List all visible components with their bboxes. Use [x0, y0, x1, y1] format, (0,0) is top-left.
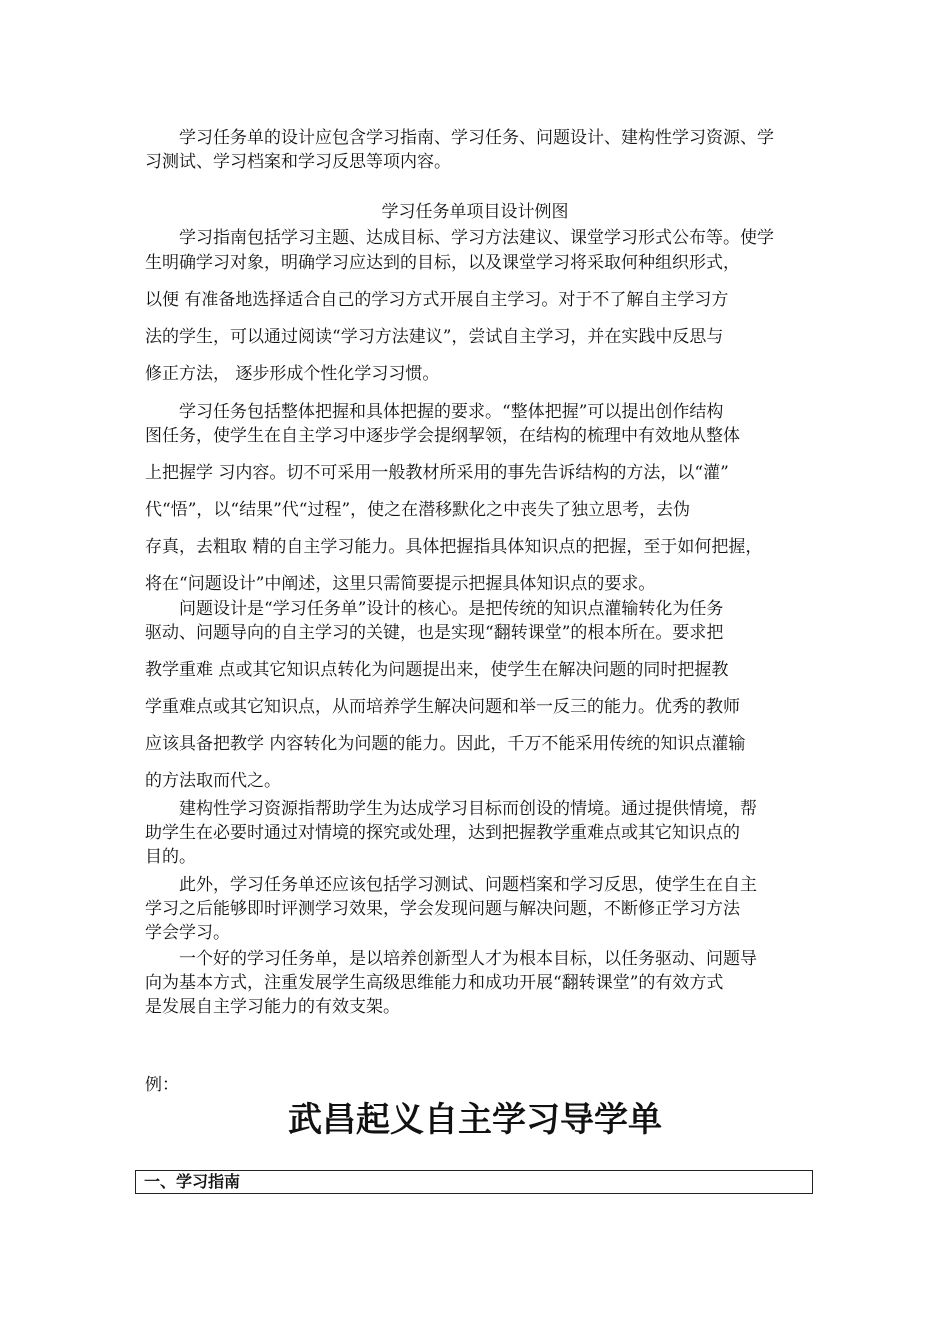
resource-paragraph-line: 目的。 [145, 847, 196, 867]
figure-caption: 学习任务单项目设计例图 [381, 202, 569, 222]
guide-paragraph-line: 修正方法， 逐步形成个性化学习习惯。 [145, 364, 440, 384]
additional-paragraph-line: 学习之后能够即时评测学习效果，学会发现问题与解决问题，不断修正学习方法 [145, 899, 740, 919]
problem-paragraph-line: 学重难点或其它知识点，从而培养学生解决问题和举一反三的能力。优秀的教师 [145, 697, 740, 717]
conclusion-paragraph-line: 向为基本方式，注重发展学生高级思维能力和成功开展“翻转课堂”的有效方式 [145, 973, 724, 993]
problem-paragraph-line: 的方法取而代之。 [145, 771, 281, 791]
guide-paragraph-line: 法的学生，可以通过阅读“学习方法建议”，尝试自主学习，并在实践中反思与 [145, 327, 724, 347]
task-paragraph-line: 学习任务包括整体把握和具体把握的要求。“整体把握”可以提出创作结构 [145, 402, 724, 422]
resource-paragraph-line: 建构性学习资源指帮助学生为达成学习目标而创设的情境。通过提供情境，帮 [145, 799, 757, 819]
task-paragraph-line: 将在“问题设计”中阐述，这里只需简要提示把握具体知识点的要求。 [145, 574, 656, 594]
guide-paragraph-line: 以便 有准备地选择适合自己的学习方式开展自主学习。对于不了解自主学习方 [145, 290, 729, 310]
conclusion-paragraph-line: 是发展自主学习能力的有效支架。 [145, 997, 400, 1017]
problem-paragraph-line: 应该具备把教学 内容转化为问题的能力。因此，千万不能采用传统的知识点灌输 [145, 734, 746, 754]
task-paragraph-line: 代“悟”，以“结果”代“过程”，使之在潜移默化之中丧失了独立思考，去伪 [145, 500, 691, 520]
problem-paragraph-line: 驱动、问题导向的自主学习的关键，也是实现“翻转课堂”的根本所在。要求把 [145, 623, 724, 643]
additional-paragraph-line: 学会学习。 [145, 923, 230, 943]
problem-paragraph-line: 教学重难 点或其它知识点转化为问题提出来，使学生在解决问题的同时把握教 [145, 660, 729, 680]
guide-paragraph-line: 生明确学习对象，明确学习应达到的目标，以及课堂学习将采取何种组织形式， [145, 253, 740, 273]
problem-paragraph-line: 问题设计是“学习任务单”设计的核心。是把传统的知识点灌输转化为任务 [145, 599, 724, 619]
conclusion-paragraph-line: 一个好的学习任务单，是以培养创新型人才为根本目标，以任务驱动、问题导 [145, 949, 757, 969]
example-label: 例： [145, 1075, 179, 1095]
section-one-label: 一、学习指南 [144, 1172, 241, 1191]
guide-paragraph-line: 学习指南包括学习主题、达成目标、学习方法建议、课堂学习形式公布等。使学 [145, 228, 774, 248]
resource-paragraph-line: 助学生在必要时通过对情境的探究或处理，达到把握教学重难点或其它知识点的 [145, 823, 740, 843]
intro-line: 学习任务单的设计应包含学习指南、学习任务、问题设计、建构性学习资源、学 [145, 128, 774, 148]
task-paragraph-line: 存真，去粗取 精的自主学习能力。具体把握指具体知识点的把握，至于如何把握， [145, 537, 763, 557]
additional-paragraph-line: 此外，学习任务单还应该包括学习测试、问题档案和学习反思，使学生在自主 [145, 875, 757, 895]
section-header-box [135, 1170, 813, 1194]
task-paragraph-line: 上把握学 习内容。切不可采用一般教材所采用的事先告诉结构的方法，以“灌” [145, 463, 729, 483]
guide-title: 武昌起义自主学习导学单 [288, 1100, 662, 1140]
intro-line: 习测试、学习档案和学习反思等项内容。 [145, 152, 451, 172]
task-paragraph-line: 图任务，使学生在自主学习中逐步学会提纲挈领，在结构的梳理中有效地从整体 [145, 426, 740, 446]
